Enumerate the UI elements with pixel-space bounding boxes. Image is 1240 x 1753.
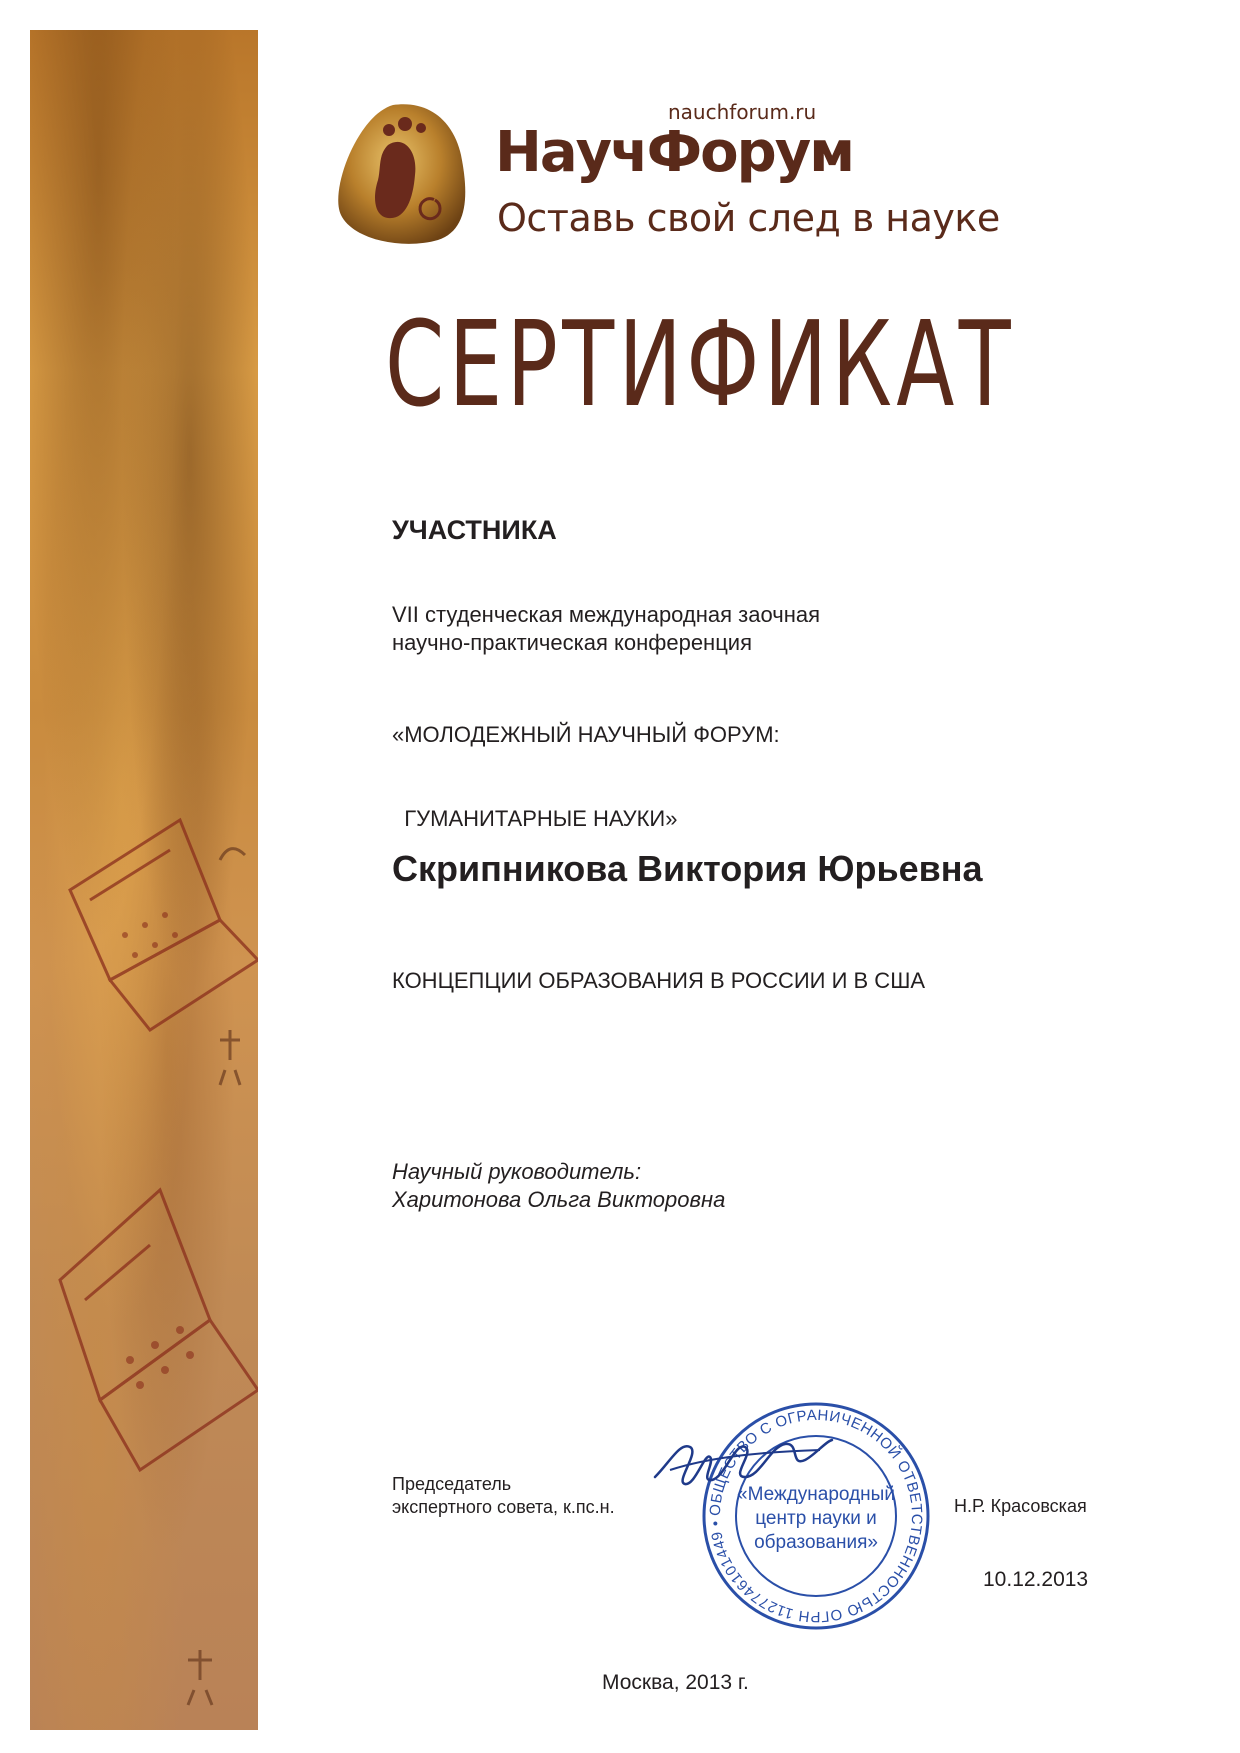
rock-art-illustration [30,30,258,1730]
decorative-side-strip [30,30,258,1730]
stamp-center-line: центр науки и [755,1508,877,1529]
supervisor-name: Харитонова Ольга Викторовна [392,1187,726,1212]
conference-description [392,601,820,657]
conference-line: VII студенческая международная заочная [392,602,821,627]
city-year: Москва, 2013 г. [602,1671,749,1694]
paper-topic: КОНЦЕПЦИИ ОБРАЗОВАНИЯ В РОССИИ И В США [392,968,926,993]
chair-line: экспертного совета, к.пс.н. [392,1497,615,1517]
stamp-center-line: образования» [754,1532,878,1553]
stamp-ring-text: ОБЩЕСТВО С ОГРАНИЧЕННОЙ ОТВЕТСТВЕННОСТЬЮ ОГРН 1127746101449 • [706,1406,926,1626]
nauchforum-logo-icon [333,100,473,245]
supervisor-label: Научный руководитель: [392,1159,642,1184]
conference-title [392,665,780,861]
participant-name: Скрипникова Виктория Юрьевна [392,848,983,889]
certificate-role: УЧАСТНИКА [392,515,557,545]
issue-date: 10.12.2013 [983,1568,1089,1591]
conference-line: научно-практическая конференция [392,630,753,655]
supervisor-block [392,1158,725,1214]
conference-title-line: ГУМАНИТАРНЫЕ НАУКИ» [392,806,678,831]
logo-slogan: Оставь свой след в науке [497,196,1000,240]
logo-name: НаучФорум [495,120,853,185]
chair-title [392,1473,615,1519]
logo-url[interactable]: nauchforum.ru [668,100,817,124]
handwritten-signature [650,1422,835,1502]
conference-title-line: «МОЛОДЕЖНЫЙ НАУЧНЫЙ ФОРУМ: [392,722,780,747]
stamp-center-line: «Международный [737,1484,895,1505]
certificate-title: СЕРТИФИКАТ [385,295,1015,433]
chair-name: Н.Р. Красовская [954,1496,1087,1516]
chair-line: Председатель [392,1474,512,1494]
